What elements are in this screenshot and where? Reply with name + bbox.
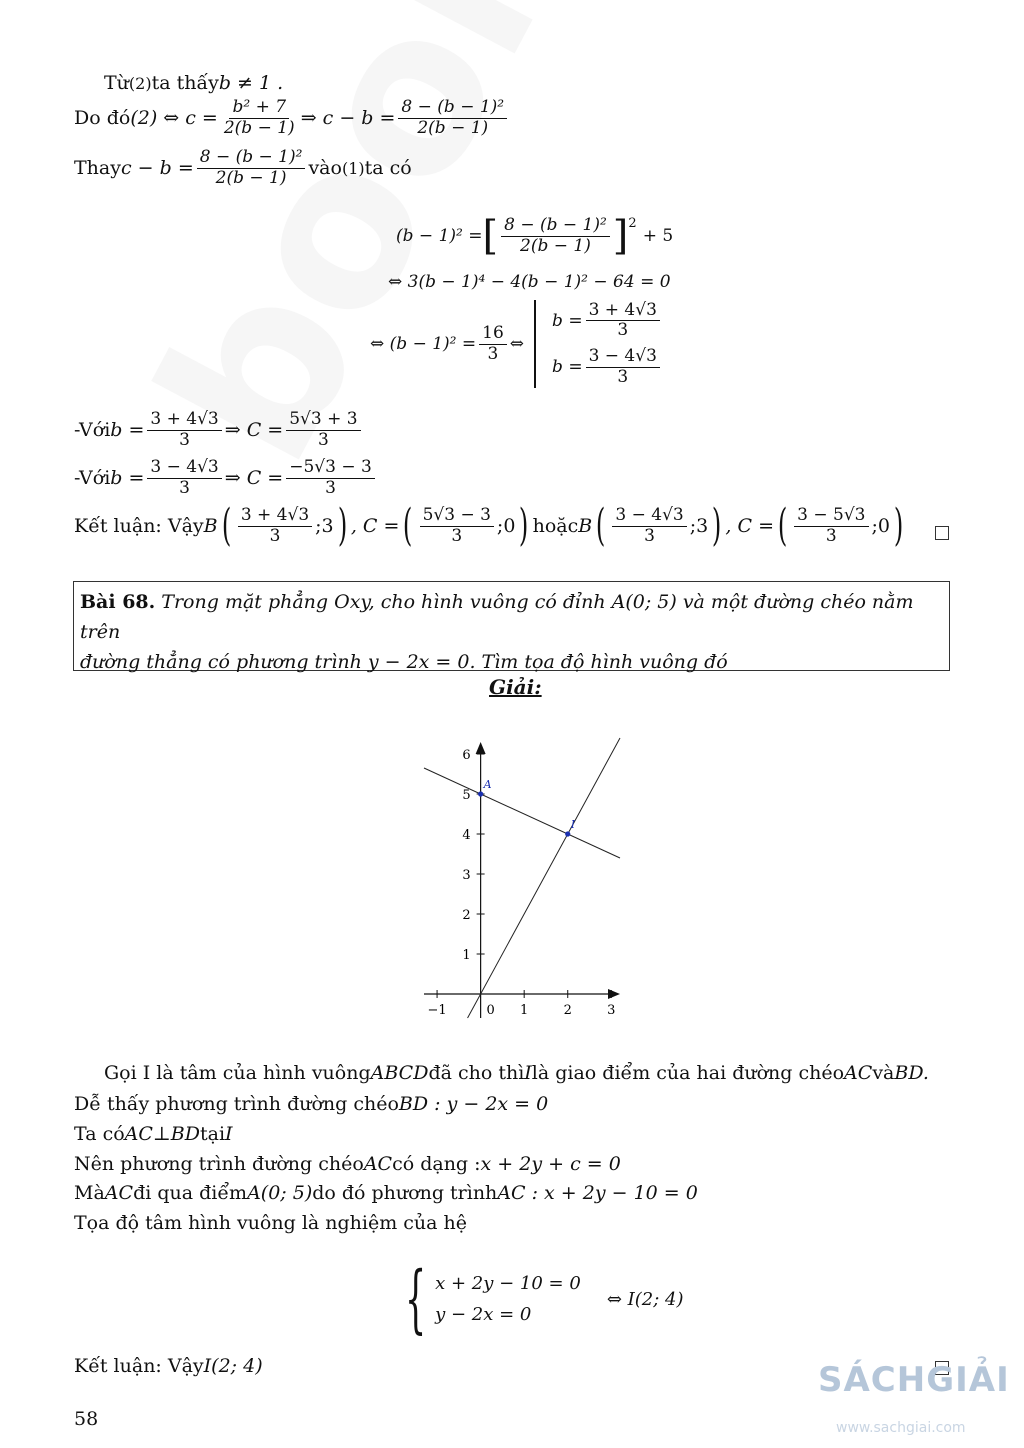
- fraction: $\frac{3 + 4√3}{3}$: [147, 410, 221, 450]
- math: (2) ⇔ c =: [130, 107, 218, 130]
- x-tick-label: 3: [607, 1003, 616, 1018]
- exponent: 2: [628, 216, 637, 231]
- text: Từ: [104, 72, 129, 94]
- x-tick-label: 0: [486, 1003, 495, 1018]
- text: vào: [308, 157, 342, 180]
- equation: x + 2y − 10 = 0: [435, 1273, 581, 1294]
- y-axis-arrow: [476, 742, 486, 754]
- text-line-2: [74, 98, 510, 138]
- fraction: $\frac{\text{8 − (b − 1)²}}{2(b - 1)}$: [398, 98, 507, 138]
- equivalence: ⇔: [509, 334, 525, 354]
- text: Thay: [74, 157, 121, 180]
- conclusion-1: Kết luận: Vậy B ( $\frac{3 + 4√3}{3}$ ;3 ) , C = ( $\frac{5√3 - 3}{3}$ ;0 ) hoặc B ( $\frac{3 - 4√3}{3}$ ;3 ) , C = ( $\frac{3 - 5√3}{3}$ ;0 ): [74, 500, 904, 551]
- equation-3: [370, 300, 663, 388]
- text: Kết luận: Vậy: [74, 515, 204, 537]
- para-1: Gọi I là tâm của hình vuông ABCD đã cho thì I là giao điểm của hai đường chéo AC và BD.: [104, 1062, 929, 1084]
- para-4: Nên phương trình đường chéo AC có dạng : x + 2y + c = 0: [74, 1153, 621, 1175]
- text: Do đó: [74, 107, 131, 130]
- fraction: $\frac{-5√3 - 3}{3}$: [286, 458, 375, 498]
- y-tick-label: 2: [462, 908, 471, 923]
- point-label: I: [570, 818, 576, 831]
- math: ⇒ C =: [224, 467, 284, 490]
- exercise-text: đường thẳng có phương trình y − 2x = 0. Tìm tọa độ hình vuông đó: [80, 651, 728, 673]
- ref: (2): [128, 73, 152, 93]
- text: ta thấy: [151, 72, 219, 94]
- point-label: A: [483, 778, 492, 791]
- plot-line: [424, 768, 620, 858]
- solution-heading: Giải:: [489, 675, 542, 699]
- x-tick-label: 2: [563, 1003, 572, 1018]
- math: ⇔ (b − 1)² =: [370, 334, 477, 354]
- fraction: $\frac{5√3 + 3}{3}$: [286, 410, 360, 450]
- bracket-right: ]: [612, 213, 629, 260]
- equation: y − 2x = 0: [435, 1304, 532, 1325]
- equation-2: ⇔ 3(b − 1)⁴ − 4(b − 1)² − 64 = 0: [388, 272, 671, 292]
- x-tick-label: 1: [520, 1003, 529, 1018]
- math: B: [578, 515, 593, 537]
- math: ⇒ C =: [224, 419, 284, 442]
- fraction: $\frac{\text{b² + 7}}{2(b - 1)}$: [223, 97, 295, 138]
- brand-logo: SÁCHGIẢI: [818, 1360, 1010, 1400]
- x-axis-arrow: [608, 989, 620, 999]
- result: ⇔ I(2; 4): [606, 1288, 684, 1310]
- exercise-text: Trong mặt phẳng Oxy, cho hình vuông có đỉnh A(0; 5) và một đường chéo nằm trên: [80, 591, 914, 643]
- fraction: $\frac{3 - 4√3}{3}$: [147, 458, 221, 498]
- equation-1: [396, 213, 674, 260]
- page-number: 58: [74, 1408, 99, 1430]
- x-tick-label: −1: [427, 1003, 447, 1018]
- y-tick-label: 6: [462, 748, 471, 763]
- qed-box: [935, 526, 949, 540]
- math: , C =: [350, 515, 400, 537]
- text-line-1: [104, 72, 283, 94]
- exercise-title: Bài 68.: [80, 591, 156, 613]
- bracket-or: [534, 300, 546, 388]
- math: c − b =: [120, 157, 194, 180]
- exercise-box: [73, 581, 950, 671]
- conclusion-2: Kết luận: Vậy I(2; 4): [74, 1355, 263, 1377]
- equation-system: [392, 1256, 684, 1342]
- math: b =: [110, 419, 145, 442]
- fraction: $\frac{\text{8 − (b − 1)²}}{2(b - 1)}$: [501, 216, 610, 256]
- math: b ≠ 1 .: [218, 72, 284, 94]
- text: -Với: [74, 419, 111, 442]
- math: B: [203, 515, 218, 537]
- bracket-left: [: [482, 213, 499, 260]
- ref: (1): [341, 158, 365, 178]
- plot-point: [478, 791, 483, 796]
- brace: {: [404, 1256, 427, 1342]
- fraction: $\frac{\text{8 − (b − 1)²}}{2(b - 1)}$: [197, 148, 306, 188]
- math: , C =: [725, 515, 774, 537]
- plot-point: [565, 831, 570, 836]
- text: hoặc: [532, 515, 579, 537]
- roots: b = $\frac{3 + 4√3}{3}$ b = $\frac{3 - 4√3}{3}$: [552, 301, 663, 387]
- y-tick-label: 5: [462, 788, 471, 803]
- para-6: Tọa độ tâm hình vuông là nghiệm của hệ: [74, 1212, 467, 1234]
- math: ⇒ c − b =: [300, 107, 396, 130]
- math: + 5: [642, 226, 674, 247]
- coordinate-plot: [412, 730, 632, 1030]
- text: ta có: [364, 157, 412, 180]
- y-tick-label: 3: [462, 868, 471, 883]
- para-2: Dễ thấy phương trình đường chéo BD : y − 2x = 0: [74, 1093, 549, 1115]
- text: -Với: [74, 467, 111, 490]
- brand-url: www.sachgiai.com: [836, 1420, 966, 1436]
- math: (b − 1)² =: [396, 226, 483, 247]
- text-line-3: [74, 148, 412, 188]
- para-3: Ta có AC⊥BD tại I: [74, 1123, 233, 1145]
- case-1: [74, 410, 364, 450]
- y-tick-label: 1: [462, 948, 471, 963]
- case-2: [74, 458, 378, 498]
- math: b =: [110, 467, 145, 490]
- fraction: $\frac{16}{3}$: [479, 324, 507, 364]
- para-5: Mà AC đi qua điểm A(0; 5) do đó phương trình AC : x + 2y − 10 = 0: [74, 1182, 698, 1204]
- y-tick-label: 4: [462, 828, 471, 843]
